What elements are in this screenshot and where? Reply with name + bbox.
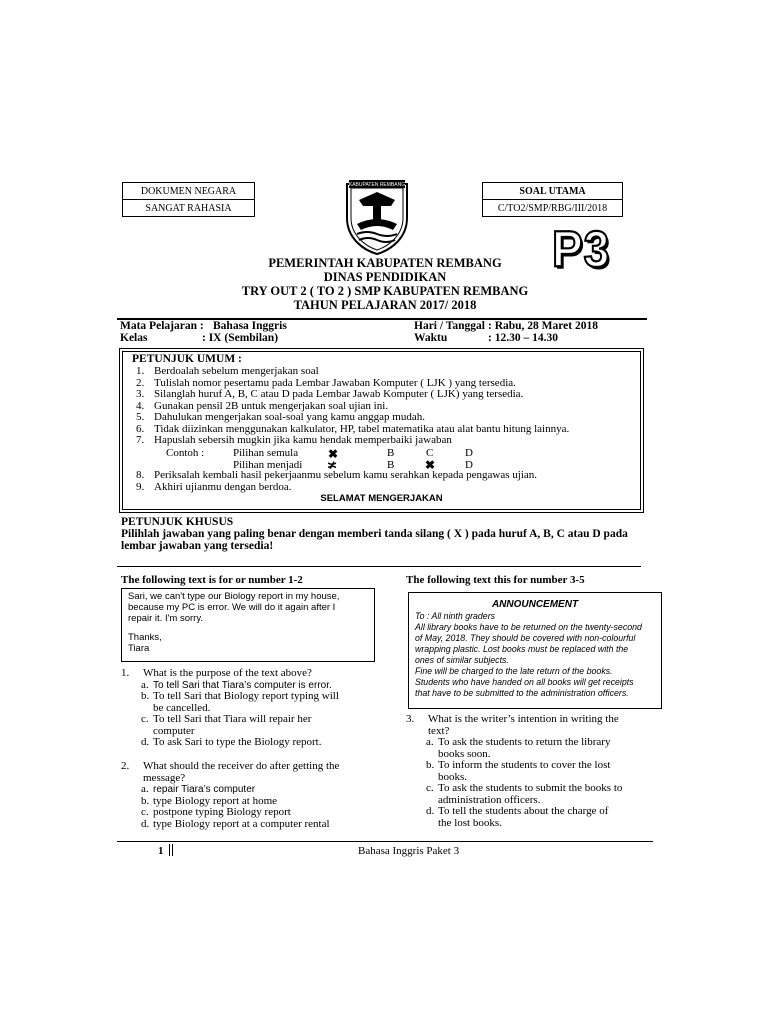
announcement-line: To : All ninth graders [415,611,496,621]
note-signature: Tiara [128,643,150,654]
general-instructions-title: PETUNJUK UMUM : [132,353,242,365]
instruction-list-continued [132,470,632,493]
example-original-b: B [387,447,395,459]
option-d: d. type Biology report at a computer rental [141,817,330,830]
note-line: repair it. I'm sorry. [128,613,204,624]
question-number: 1. [121,667,130,679]
class-value: : IX (Sembilan) [202,332,279,344]
question-text: What should the receiver do after getting the message? [143,760,340,784]
example-changed-b: B [387,459,395,471]
question-number: 2. [121,760,130,772]
department-title: DINAS PENDIDIKAN [323,270,447,284]
example-original-c: C [426,447,434,459]
example-changed-label: Pilihan menjadi [233,459,303,471]
option-d: d. To tell the students about the charge of the lost books. [426,805,609,829]
page-number-separator [169,844,173,856]
government-title: PEMERINTAH KABUPATEN REMBANG [268,256,502,270]
announcement-line: Students who have handed on all books will get receipts [415,677,634,687]
footer-title: Bahasa Inggris Paket 3 [358,845,460,857]
announcement-title: ANNOUNCEMENT [491,599,579,610]
instruction-item: 1. Berdoalah sebelum mengerjakan soal [136,365,319,377]
time-value: : 12.30 – 14.30 [488,332,558,344]
question-text: What is the writer’s intention in writing the text? [428,713,619,737]
right-section-heading: The following text this for number 3-5 [406,574,585,586]
logo-banner-text: KABUPATEN REMBANG [348,182,406,188]
secrecy-cell: SANGAT RAHASIA [123,200,255,217]
note-line: because my PC is error. We will do it again after I [128,602,336,613]
question-3 [406,714,656,829]
class-label: Kelas [120,332,148,344]
option-b: b. To tell Sari that Biology report typing will be cancelled. [141,690,339,714]
example-original-label: Pilihan semula [233,447,299,459]
instruction-item: 4. Gunakan pensil 2B untuk mengerjakan soal ujian ini. [136,399,389,412]
title-block [200,256,570,312]
divider-section [117,566,641,567]
example-changed-d: D [465,459,473,471]
option-b: b. type Biology report at home [141,794,278,807]
crossed-c-icon: ✖ [425,458,436,472]
instruction-item: 7. Hapuslah sebersih mugkin jika kamu hendak memperbaiki jawaban [136,434,452,446]
instruction-item: 2. Tulislah nomor pesertamu pada Lembar Jawaban Komputer ( LJK ) yang tersedia. [136,376,516,389]
announcement-line: of May, 2018. They should be covered with non-colourful [415,633,636,643]
announcement-line: ones of similar subjects. [415,655,509,665]
academic-year-title: TAHUN PELAJARAN 2017/ 2018 [293,298,477,312]
note-thanks: Thanks, [128,632,162,643]
announcement-line: All library books have to be returned on the twenty-second [415,622,642,632]
day-label: Hari / Tanggal [414,320,485,332]
left-section-heading: The following text is for or number 1-2 [121,574,303,586]
instruction-item: 6. Tidak diizinkan menggunakan kalkulator, HP, tabel matematika atau alat bantu hitung lainnya. [136,422,570,435]
document-code-cell: C/TO2/SMP/RBG/III/2018 [483,200,623,217]
note-line: Sari, we can't type our Biology report in my house, [128,591,340,602]
note-box [121,588,375,662]
footer-divider [117,841,653,842]
option-c: c. To tell Sari that Tiara will repair her computer [141,713,312,737]
general-instructions-box [119,348,644,513]
question-1 [121,668,371,749]
option-a: a. repair Tiara’s computer [141,783,256,795]
erased-a-icon: ≭ [327,458,338,472]
example-original-d: D [465,447,473,459]
subject-value: Bahasa Inggris [213,320,287,332]
exam-title: TRY OUT 2 ( TO 2 ) SMP KABUPATEN REMBANG [241,284,529,298]
instruction-item: 8. Periksalah kembali hasil pekerjaanmu sebelum kamu serahkan kepada pengawas ujian. [136,469,538,481]
option-c: c. To ask the students to submit the books to administration officers. [426,782,623,806]
instruction-item: 5. Dahulukan mengerjakan soal-soal yang kamu anggap mudah. [136,411,425,423]
instruction-item: 3. Silanglah huruf A, B, C atau D pada Lembar Jawab Komputer ( LJK) yang tersedia. [136,388,524,400]
option-d: d. To ask Sari to type the Biology report. [141,736,322,748]
announcement-box [408,592,662,709]
special-instructions-title: PETUNJUK KHUSUS [121,516,234,528]
document-class-table [122,182,255,217]
subject-label: Mata Pelajaran : [120,320,204,332]
announcement-line: wrapping plastic. Lost books must be replaced with the [415,644,629,654]
example-label: Contoh : [166,447,205,459]
announcement-line: Fine will be charged to the late return of the books. [415,666,613,676]
page-number: 1 [158,845,164,857]
announcement-line: that have to be submitted to the administration officers. [415,688,629,698]
instruction-list [132,366,632,447]
option-b: b. To inform the students to cover the lost books. [426,759,611,783]
special-instructions-line2: lembar jawaban yang tersedia! [121,540,274,552]
instruction-item: 9. Akhiri ujianmu dengan berdoa. [136,480,292,493]
time-label: Waktu [414,332,448,344]
option-c: c. postpone typing Biology report [141,806,291,818]
question-text: What is the purpose of the text above? [143,667,312,679]
option-a: a. To ask the students to return the library books soon. [426,736,611,760]
question-2 [121,761,371,830]
day-value: : Rabu, 28 Maret 2018 [488,320,598,332]
document-class-cell: DOKUMEN NEGARA [123,183,255,200]
closing-message: SELAMAT MENGERJAKAN [320,493,443,504]
question-number: 3. [406,713,415,725]
rembang-logo-emblem [343,178,411,256]
crossed-a-icon: ✖ [328,447,339,461]
option-a: a. To tell Sari that Tiara’s computer is error. [141,678,332,691]
paket-badge: P3 [552,220,611,278]
exam-type-cell: SOAL UTAMA [483,183,623,200]
special-instructions-line1: Pilihlah jawaban yang paling benar dengan memberi tanda silang ( X ) pada huruf A, B, C atau D pada [121,528,628,540]
document-code-table [482,182,623,217]
